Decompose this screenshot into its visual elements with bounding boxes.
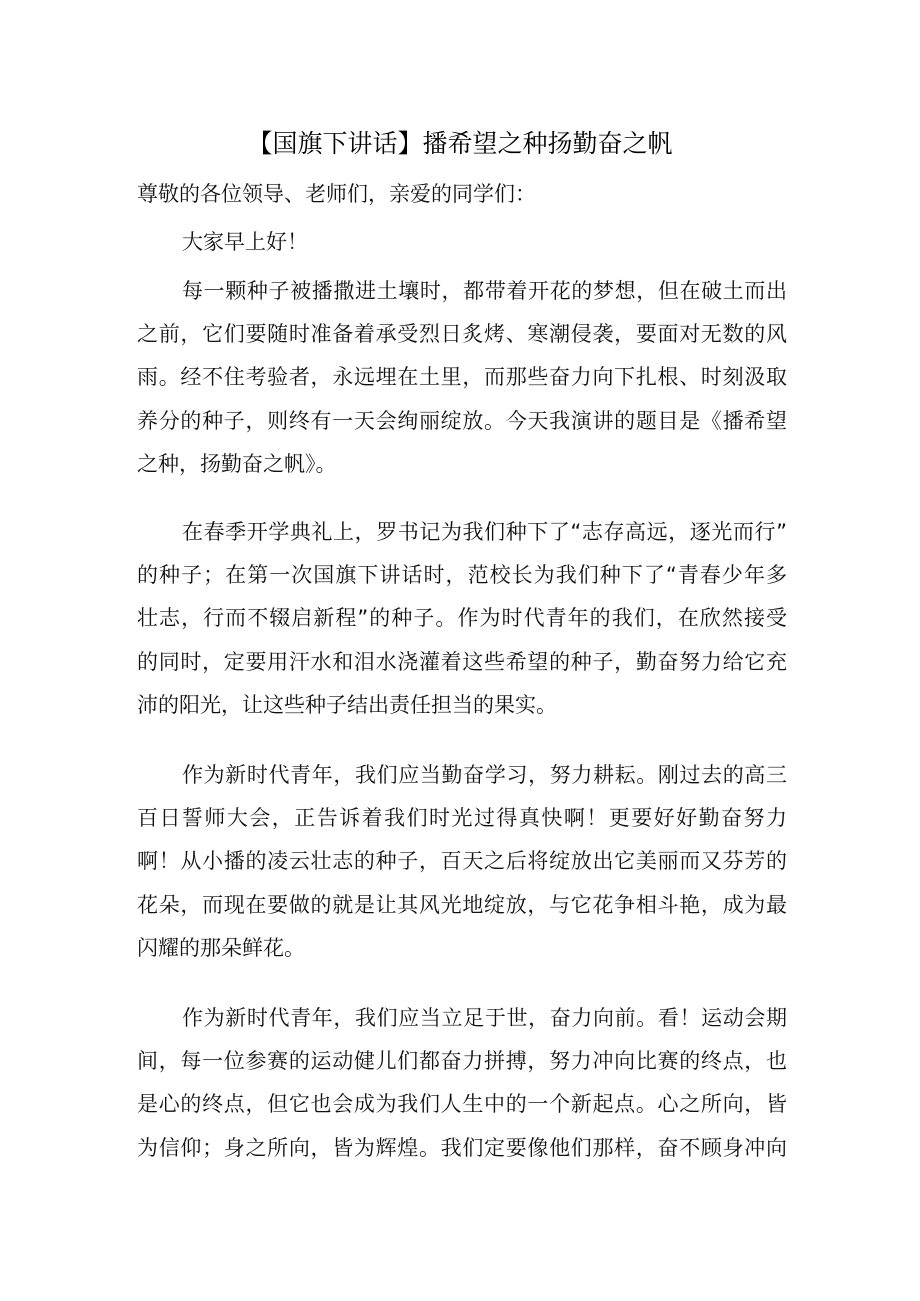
paragraph-line: 花朵，而现在要做的就是让其风光地绽放，与它花争相斗艳，成为最 [137, 892, 787, 917]
paragraph-line: 壮志，行而不辍启新程”的种子。作为时代青年的我们，在欣然接受 [137, 606, 787, 631]
paragraph-4 [137, 997, 787, 1170]
paragraph-line: 每一颗种子被播撒进土壤时，都带着开花的梦想，但在破土而出 [182, 279, 787, 303]
paragraph-line: 的种子；在第一次国旗下讲话时，范校长为我们种下了“青春少年多 [137, 563, 787, 588]
salutation: 尊敬的各位领导、老师们，亲爱的同学们： [137, 182, 536, 206]
paragraph-3 [137, 754, 787, 970]
paragraph-line: 养分的种子，则终有一天会绚丽绽放。今天我演讲的题目是《播希望 [137, 408, 787, 433]
paragraph-1 [137, 270, 787, 486]
paragraph-line: 之前，它们要随时准备着承受烈日炙烤、寒潮侵袭，要面对无数的风 [137, 322, 787, 347]
paragraph-line: 雨。经不住考验者，永远埋在土里，而那些奋力向下扎根、时刻汲取 [137, 365, 787, 390]
paragraph-line: 之种，扬勤奋之帆》。 [137, 451, 337, 476]
paragraph-line: 作为新时代青年，我们应当勤奋学习，努力耕耘。刚过去的高三 [182, 763, 787, 787]
paragraph-line: 作为新时代青年，我们应当立足于世，奋力向前。看！运动会期 [182, 1006, 787, 1030]
document-title: 【国旗下讲话】播希望之种扬勤奋之帆 [247, 129, 673, 158]
paragraph-line: 沛的阳光，让这些种子结出责任担当的果实。 [137, 692, 557, 717]
paragraph-line: 的同时，定要用汗水和泪水浇灌着这些希望的种子，勤奋努力给它充 [137, 649, 787, 674]
paragraph-line: 在春季开学典礼上，罗书记为我们种下了“志存高远，逐光而行” [182, 520, 787, 544]
paragraph-line: 是心的终点，但它也会成为我们人生中的一个新起点。心之所向，皆 [137, 1092, 787, 1117]
paragraph-line: 为信仰；身之所向，皆为辉煌。我们定要像他们那样，奋不顾身冲向 [137, 1135, 787, 1160]
paragraph-line: 百日誓师大会，正告诉着我们时光过得真快啊！更要好好勤奋努力 [137, 806, 787, 831]
paragraph-line: 闪耀的那朵鲜花。 [137, 935, 305, 960]
greeting: 大家早上好！ [182, 230, 308, 254]
paragraph-2 [137, 511, 787, 727]
paragraph-line: 间，每一位参赛的运动健儿们都奋力拼搏，努力冲向比赛的终点，也 [137, 1049, 787, 1074]
paragraph-line: 啊！从小播的凌云壮志的种子，百天之后将绽放出它美丽而又芬芳的 [137, 849, 787, 874]
